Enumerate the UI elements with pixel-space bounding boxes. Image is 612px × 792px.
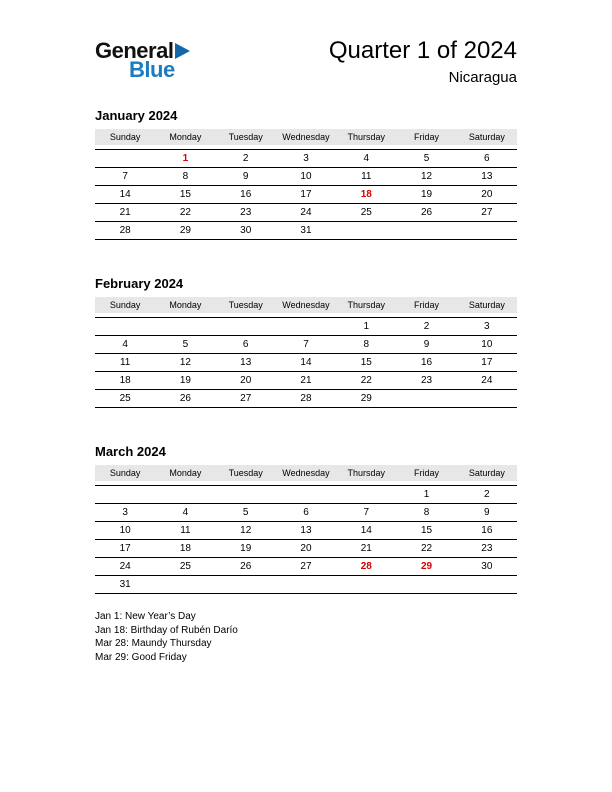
- month-march: [95, 444, 517, 594]
- date-cell: 11: [180, 525, 191, 537]
- holiday-date-cell: 28: [360, 561, 372, 573]
- date-cell: 9: [242, 171, 249, 183]
- date-cell: 9: [484, 507, 490, 519]
- date-cell: 14: [300, 357, 312, 369]
- date-cell: 27: [240, 393, 252, 405]
- date-cell: 12: [420, 171, 433, 183]
- week-row: [95, 372, 517, 390]
- date-cell: 8: [423, 507, 430, 519]
- date-cell: 14: [119, 189, 131, 201]
- week-row: [95, 204, 517, 222]
- logo-text-blue: Blue: [129, 57, 175, 82]
- title-block: [329, 38, 517, 86]
- date-cell: 4: [363, 153, 370, 165]
- date-cell: 30: [481, 561, 493, 573]
- date-cell: 20: [481, 189, 493, 201]
- logo: [95, 38, 190, 83]
- date-cell: 15: [179, 189, 191, 201]
- weekday-header: Thursday: [347, 468, 386, 479]
- date-cell: 3: [122, 507, 128, 519]
- date-cell: 15: [360, 357, 372, 369]
- date-cell: 24: [119, 561, 131, 573]
- date-cell: 3: [303, 153, 309, 165]
- date-cell: 23: [240, 207, 252, 219]
- weekday-header: Sunday: [109, 468, 141, 479]
- date-cell: 22: [420, 543, 433, 555]
- date-cell: 15: [420, 525, 433, 537]
- date-cell: 4: [122, 339, 128, 351]
- weekday-header: Saturday: [468, 468, 505, 479]
- date-cell: 16: [481, 525, 493, 537]
- month-february: [95, 276, 517, 408]
- month-title: March 2024: [95, 444, 166, 460]
- date-cell: 19: [179, 375, 191, 387]
- date-cell: 17: [300, 189, 312, 201]
- date-cell: 12: [240, 525, 252, 537]
- logo-triangle-icon: [175, 43, 190, 59]
- date-cell: 30: [240, 225, 252, 237]
- date-cell: 25: [119, 393, 131, 405]
- weekday-header: Monday: [169, 468, 202, 479]
- date-cell: 11: [361, 171, 372, 183]
- date-cell: 5: [182, 339, 189, 351]
- date-cell: 6: [484, 153, 490, 165]
- weekday-header: Sunday: [109, 300, 141, 311]
- weekday-header-row: [95, 465, 517, 481]
- legend-line: Mar 28: Maundy Thursday: [95, 638, 212, 650]
- weekday-header-row: [95, 297, 517, 313]
- weekday-header: Friday: [414, 468, 440, 479]
- date-cell: 29: [360, 393, 372, 405]
- weekday-header: Wednesday: [282, 468, 330, 479]
- date-cell: 13: [300, 525, 312, 537]
- page-title: Quarter 1 of 2024: [328, 37, 517, 64]
- date-cell: 26: [240, 561, 252, 573]
- date-cell: 27: [481, 207, 493, 219]
- date-cell: 22: [179, 207, 191, 219]
- weekday-header: Wednesday: [282, 132, 330, 143]
- month-title: January 2024: [95, 108, 178, 124]
- weekday-header: Sunday: [109, 132, 141, 143]
- date-cell: 23: [420, 375, 433, 387]
- date-cell: 21: [360, 543, 372, 555]
- date-cell: 13: [240, 357, 252, 369]
- date-cell: 1: [363, 321, 370, 333]
- date-cell: 10: [300, 171, 312, 183]
- date-cell: 8: [182, 171, 189, 183]
- holiday-date-cell: 1: [182, 153, 189, 165]
- date-cell: 28: [300, 393, 312, 405]
- legend-line: Jan 18: Birthday of Rubén Darío: [95, 624, 238, 636]
- date-cell: 17: [119, 543, 131, 555]
- date-cell: 11: [119, 357, 131, 369]
- date-cell: 10: [481, 339, 493, 351]
- week-row: [95, 186, 517, 204]
- legend-line: Mar 29: Good Friday: [95, 651, 187, 663]
- week-row: [95, 222, 517, 240]
- date-cell: 25: [179, 561, 191, 573]
- weekday-header: Tuesday: [228, 132, 263, 143]
- date-cell: 18: [179, 543, 191, 555]
- weekday-header: Monday: [169, 132, 202, 143]
- date-cell: 13: [481, 171, 493, 183]
- date-cell: 29: [179, 225, 191, 237]
- date-cell: 2: [242, 153, 249, 165]
- week-row: [95, 540, 517, 558]
- date-cell: 21: [300, 375, 312, 387]
- date-cell: 17: [481, 357, 493, 369]
- date-cell: 31: [119, 579, 131, 591]
- holiday-date-cell: 18: [360, 189, 372, 201]
- weekday-header: Friday: [414, 300, 440, 311]
- week-row: [95, 318, 517, 336]
- date-cell: 23: [481, 543, 493, 555]
- date-cell: 24: [481, 375, 493, 387]
- date-cell: 2: [484, 489, 490, 501]
- week-row: [95, 522, 517, 540]
- weekday-header: Monday: [169, 300, 202, 311]
- date-cell: 16: [240, 189, 252, 201]
- date-cell: 16: [420, 357, 433, 369]
- date-cell: 7: [303, 339, 309, 351]
- month-january: [95, 108, 517, 240]
- date-cell: 22: [360, 375, 372, 387]
- date-cell: 21: [119, 207, 131, 219]
- weeks-grid: [95, 317, 517, 408]
- date-cell: 20: [300, 543, 312, 555]
- legend-line: Jan 1: New Year’s Day: [95, 611, 196, 623]
- week-row: [95, 390, 517, 408]
- weekday-header-row: [95, 129, 517, 145]
- date-cell: 6: [303, 507, 309, 519]
- logo-text-general: General: [95, 38, 174, 63]
- date-cell: 20: [240, 375, 252, 387]
- weekday-header: Saturday: [468, 300, 505, 311]
- date-cell: 10: [119, 525, 131, 537]
- weekday-header: Saturday: [468, 132, 505, 143]
- date-cell: 3: [484, 321, 490, 333]
- date-cell: 5: [242, 507, 249, 519]
- week-row: [95, 150, 517, 168]
- week-row: [95, 558, 517, 576]
- date-cell: 14: [360, 525, 372, 537]
- holiday-legend: [95, 610, 517, 664]
- weeks-grid: [95, 149, 517, 240]
- date-cell: 26: [179, 393, 191, 405]
- page-header: [95, 38, 517, 86]
- weekday-header: Friday: [414, 132, 440, 143]
- weeks-grid: [95, 485, 517, 594]
- weekday-header: Tuesday: [228, 300, 263, 311]
- week-row: [95, 576, 517, 594]
- week-row: [95, 168, 517, 186]
- date-cell: 27: [300, 561, 312, 573]
- date-cell: 25: [360, 207, 372, 219]
- week-row: [95, 486, 517, 504]
- date-cell: 4: [182, 507, 189, 519]
- weekday-header: Thursday: [347, 132, 386, 143]
- date-cell: 19: [240, 543, 252, 555]
- week-row: [95, 504, 517, 522]
- page-subtitle: Nicaragua: [448, 69, 517, 87]
- date-cell: 18: [119, 375, 131, 387]
- date-cell: 7: [122, 171, 128, 183]
- date-cell: 31: [300, 225, 312, 237]
- date-cell: 8: [363, 339, 370, 351]
- date-cell: 26: [420, 207, 433, 219]
- date-cell: 9: [423, 339, 430, 351]
- week-row: [95, 354, 517, 372]
- week-row: [95, 336, 517, 354]
- holiday-date-cell: 29: [420, 561, 433, 573]
- date-cell: 7: [363, 507, 370, 519]
- date-cell: 2: [423, 321, 430, 333]
- date-cell: 5: [423, 153, 430, 165]
- date-cell: 28: [119, 225, 131, 237]
- date-cell: 1: [423, 489, 430, 501]
- weekday-header: Wednesday: [282, 300, 330, 311]
- date-cell: 24: [300, 207, 312, 219]
- month-title: February 2024: [95, 276, 184, 292]
- date-cell: 19: [420, 189, 433, 201]
- date-cell: 12: [179, 357, 191, 369]
- weekday-header: Tuesday: [228, 468, 263, 479]
- date-cell: 6: [242, 339, 249, 351]
- weekday-header: Thursday: [347, 300, 386, 311]
